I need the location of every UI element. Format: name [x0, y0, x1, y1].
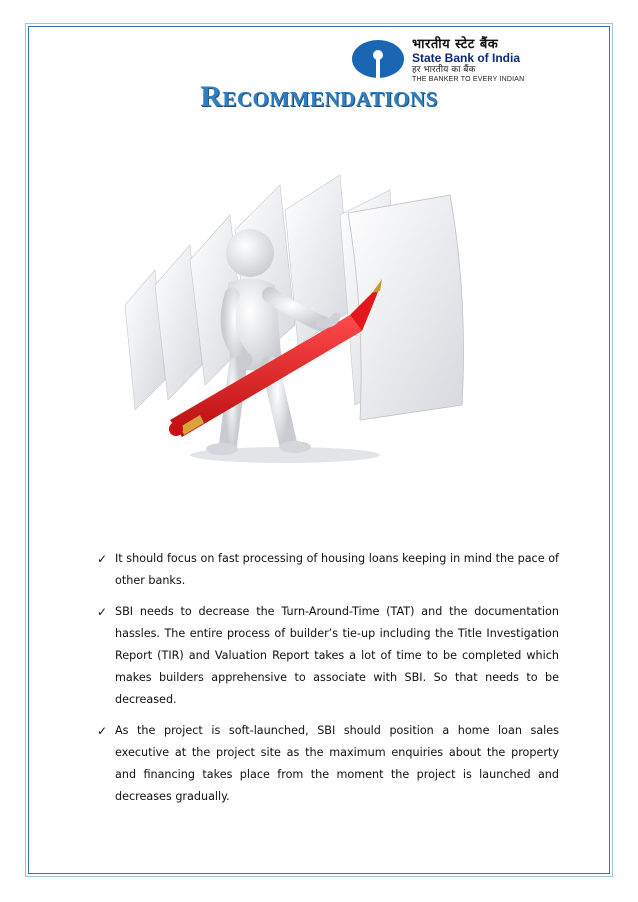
list-item [97, 548, 559, 592]
sbi-logo [350, 37, 565, 83]
checkmark-icon: ✓ [97, 724, 108, 738]
list-item-text: It should focus on fast processing of housing loans keeping in mind the pace of other banks. [115, 552, 559, 587]
list-item-text: As the project is soft-launched, SBI should position a home loan sales executive at the project site as the maximum enquiries about the property and financing takes place from the moment the project is launched and decreases gradually. [115, 724, 559, 803]
checkmark-icon: ✓ [97, 605, 108, 619]
list-item-text: SBI needs to decrease the Turn-Around-Time (TAT) and the documentation hassles. The entire process of builder’s tie-up including the Title Investigation Report (TIR) and Valuation Report takes a lot of time to be completed which makes builders apprehensive to associate with SBI. So that needs to be decreased. [115, 605, 559, 706]
paper-sheets [125, 175, 464, 420]
logo-english-name: State Bank of India [412, 51, 521, 65]
checkmark-icon: ✓ [97, 552, 108, 566]
logo-english-tagline: THE BANKER TO EVERY INDIAN [412, 76, 525, 83]
page-title: Recommendations [200, 80, 438, 113]
list-item [97, 601, 559, 711]
recommendation-list [97, 548, 559, 817]
list-item [97, 720, 559, 808]
logo-hindi-tagline: हर भारतीय का बैंक [412, 65, 476, 75]
logo-hindi-name: भारतीय स्टेट बैंक [412, 37, 499, 52]
figure-with-pen-and-papers-illustration [110, 175, 490, 465]
sbi-keyhole-icon [350, 38, 406, 80]
